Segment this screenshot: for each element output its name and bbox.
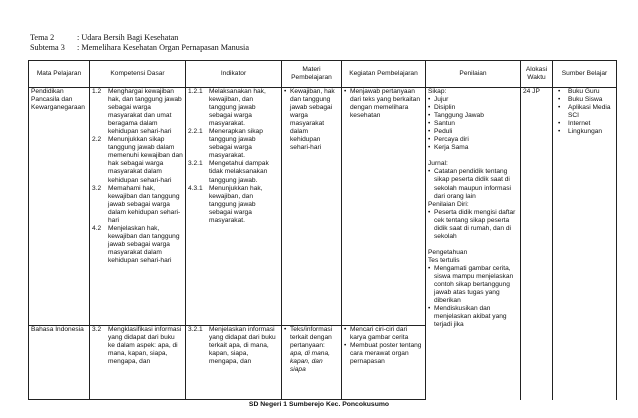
indikator-number: 4.3.1 xyxy=(188,184,203,192)
sumber-text: Buku Siswa xyxy=(568,96,603,104)
kegiatan-item xyxy=(344,342,423,366)
cell-indikator xyxy=(186,326,282,400)
sikap-item xyxy=(428,136,518,144)
cell-indikator xyxy=(186,88,282,326)
bullet-icon: • xyxy=(428,136,431,144)
bullet-icon: • xyxy=(428,168,431,176)
header-penilaian: Penilaian xyxy=(426,61,521,88)
cell-mapel: Bahasa Indonesia xyxy=(29,326,90,400)
indikator-item xyxy=(188,88,279,128)
sumber-item xyxy=(555,88,614,96)
header-sumber: Sumber Belajar xyxy=(553,61,617,88)
bullet-icon: • xyxy=(428,208,431,216)
kegiatan-item xyxy=(344,88,423,120)
jurnal-text: Catatan pendidik tentang sikap peserta didik saat di sekolah maupun informasi dari orang lain xyxy=(434,168,511,200)
bullet-icon: • xyxy=(284,326,287,333)
pengetahuan-title: Pengetahuan xyxy=(428,248,468,256)
materi-text: Kewajiban, hak dan tanggung jawab sebagai warga masyarakat dalam kehidupan sehari-hari xyxy=(290,88,335,152)
kd-text: Mengklasifikasi informasi yang didapat dari buku ke dalam aspek: apa, di mana, kapan, siapa, mengapa, dan xyxy=(108,326,182,366)
indikator-number: 2.2.1 xyxy=(188,128,203,136)
sumber-item xyxy=(555,96,614,104)
header-kompetensi-dasar: Kompetensi Dasar xyxy=(90,61,186,88)
cell-alokasi: 24 JP xyxy=(521,88,553,400)
sumber-item xyxy=(555,104,614,120)
penilaian-diri-title: Penilaian Diri: xyxy=(428,200,469,208)
subtema-key: Subtema 3 xyxy=(30,43,65,52)
bullet-icon: • xyxy=(344,326,347,333)
bullet-icon: • xyxy=(428,96,431,104)
header-kegiatan: Kegiatan Pembelajaran xyxy=(342,61,426,88)
kd-item xyxy=(92,88,183,136)
sumber-item xyxy=(555,128,614,136)
bullet-icon: • xyxy=(428,112,431,120)
bullet-icon: • xyxy=(428,144,431,152)
jurnal-item xyxy=(428,168,518,200)
bullet-icon: • xyxy=(428,128,431,136)
kd-number: 2.2 xyxy=(92,136,102,144)
kd-item xyxy=(92,326,183,366)
sikap-item xyxy=(428,104,518,112)
sikap-item xyxy=(428,128,518,136)
sumber-item xyxy=(555,120,614,128)
indikator-text: Mengetahui dampak tidak melaksanakan tanggung jawab. xyxy=(209,160,269,184)
sikap-item xyxy=(428,96,518,104)
indikator-number: 1.2.1 xyxy=(188,88,203,95)
sumber-list xyxy=(555,88,614,136)
kd-text: Menghargai kewajiban hak, dan tanggung jawab sebagai warga masyarakat dan umat beragama dalam kehidupan sehari-hari xyxy=(108,88,182,136)
penilaian-diri-item xyxy=(428,209,518,241)
bullet-icon: • xyxy=(428,104,431,112)
kegiatan-text: Mencari ciri-ciri dari karya gambar cerita xyxy=(350,326,409,342)
indikator-item xyxy=(188,185,279,225)
kd-text: Menunjukkan sikap tanggung jawab dalam memenuhi kewajiban dan hak sebagai warga masyarakat dalam kehidupan sehari-hari xyxy=(108,136,183,184)
syllabus-table xyxy=(28,60,617,400)
bullet-icon: • xyxy=(558,120,561,128)
indikator-number: 3.2.1 xyxy=(188,160,203,168)
subtema-value: : Memelihara Kesehatan Organ Pernapasan Manusia xyxy=(77,43,249,52)
indikator-number: 3.2.1 xyxy=(188,326,203,333)
kegiatan-text: Membuat poster tentang cara merawat organ pernapasan xyxy=(350,342,422,366)
sumber-text: Buku Guru xyxy=(568,88,600,95)
header-materi: Materi Pembelajaran xyxy=(282,61,342,88)
sikap-text: Peduli xyxy=(434,128,453,136)
table-header-row xyxy=(29,61,617,88)
materi-item xyxy=(284,88,339,152)
bullet-icon: • xyxy=(558,96,561,104)
table-row xyxy=(29,88,617,326)
tema-value: : Udara Bersih Bagi Kesehatan xyxy=(77,33,179,42)
bullet-icon: • xyxy=(558,128,561,136)
cell-materi xyxy=(282,326,342,400)
kd-item xyxy=(92,136,183,184)
sumber-text: Aplikasi Media SCI xyxy=(568,104,611,120)
sikap-item xyxy=(428,112,518,120)
cell-kompetensi-dasar xyxy=(90,88,186,326)
sumber-text: Lingkungan xyxy=(568,128,603,136)
header-mapel: Mata Pelajaran xyxy=(29,61,90,88)
sumber-text: Internet xyxy=(568,120,591,128)
pengetahuan-text: Mendiskusikan dan menjelaskan akibat yang terjadi jika xyxy=(434,305,507,329)
bullet-icon: • xyxy=(344,88,347,95)
sikap-text: Tanggung Jawab xyxy=(434,112,484,120)
sikap-text: Jujur xyxy=(434,96,449,104)
pengetahuan-item xyxy=(428,305,518,329)
pengetahuan-item xyxy=(428,265,518,305)
indikator-text: Melaksanakan hak, kewajiban, dan tanggung jawab sebagai warga masyarakat. xyxy=(209,88,266,128)
indikator-item xyxy=(188,160,279,184)
tema-line xyxy=(30,33,178,43)
kd-item xyxy=(92,185,183,225)
cell-materi xyxy=(282,88,342,326)
cell-penilaian xyxy=(426,88,521,400)
bullet-icon: • xyxy=(344,342,347,350)
kegiatan-item xyxy=(344,326,423,342)
bullet-icon: • xyxy=(428,305,431,313)
pengetahuan-text: Mengamati gambar cerita, siswa mampu menjelaskan contoh sikap bertanggung jawab atas tugas yang diberikan xyxy=(434,264,514,305)
sikap-text: Kerja Sama xyxy=(434,144,469,152)
kd-item xyxy=(92,225,183,265)
kd-text: Memahami hak, kewajiban dan tanggung jawab sebagai warga dalam kehidupan sehari-hari xyxy=(108,184,181,224)
header-indikator: Indikator xyxy=(186,61,282,88)
materi-italic-text: apa, di mana, kapan, dan siapa xyxy=(290,350,330,374)
indikator-text: Menerapkan sikap tanggung jawab sebagai warga masyarakat. xyxy=(209,128,263,160)
sikap-title: Sikap: xyxy=(428,88,447,95)
materi-item xyxy=(284,326,339,374)
sikap-text: Disiplin xyxy=(434,104,456,112)
indikator-item xyxy=(188,326,279,366)
tema-key: Tema 2 xyxy=(30,33,55,42)
jurnal-title: Jurnal: xyxy=(428,160,448,168)
kd-number: 3.2 xyxy=(92,184,102,192)
kd-number: 3.2 xyxy=(92,326,102,333)
kd-number: 1.2 xyxy=(92,88,102,95)
sikap-item xyxy=(428,120,518,128)
sikap-text: Santun xyxy=(434,120,455,128)
sikap-item xyxy=(428,144,518,152)
kd-number: 4.2 xyxy=(92,224,102,232)
indikator-text: Menjelaskan informasi yang didapat dari buku terkait apa, di mana, kapan, siapa, mengapa, dan xyxy=(209,326,276,366)
materi-text: Teks/informasi terkait dengan pertanyaan: xyxy=(290,326,333,350)
page-footer: SD Negeri 1 Sumberejo Kec. Poncokusumo xyxy=(248,401,390,408)
header-alokasi: Alokasi Waktu xyxy=(521,61,553,88)
spacer xyxy=(428,152,518,160)
kegiatan-text: Menjawab pertanyaan dari teks yang berkaitan dengan memelihara kesehatan xyxy=(350,88,421,120)
bullet-icon: • xyxy=(558,88,561,95)
cell-kompetensi-dasar xyxy=(90,326,186,400)
bullet-icon: • xyxy=(428,120,431,128)
cell-kegiatan xyxy=(342,326,426,400)
bullet-icon: • xyxy=(558,104,561,112)
cell-sumber xyxy=(553,88,617,400)
kd-text: Menjelaskan hak, kewajiban dan tanggung jawab sebagai warga masyarakat dalam kehidupan sehari-hari xyxy=(108,224,180,264)
subtema-line xyxy=(30,43,249,53)
cell-mapel: Pendidikan Pancasila dan Kewarganegaraan xyxy=(29,88,90,326)
indikator-text: Menunjukkan hak, kewajiban, dan tanggung jawab sebagai warga masyarakat. xyxy=(209,184,263,224)
bullet-icon: • xyxy=(284,88,287,95)
spacer xyxy=(428,241,518,249)
penilaian-diri-text: Peserta didik mengisi daftar cek tentang sikap peserta didik saat di rumah, dan di sekolah xyxy=(434,208,516,240)
bullet-icon: • xyxy=(428,264,431,272)
sikap-text: Percaya diri xyxy=(434,136,469,144)
cell-kegiatan xyxy=(342,88,426,326)
tes-tertulis: Tes tertulis xyxy=(428,256,460,264)
indikator-item xyxy=(188,128,279,160)
